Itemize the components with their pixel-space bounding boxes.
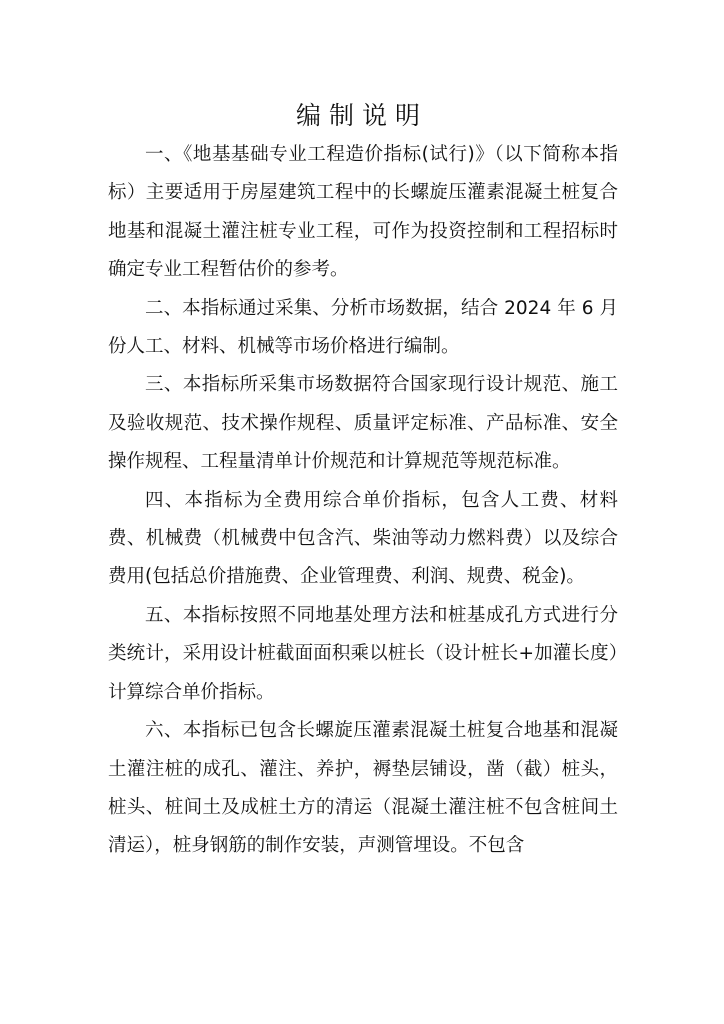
paragraph-4: 四、本指标为全费用综合单价指标，包含人工费、材料费、机械费（机械费中包含汽、柴油等动力燃料费）以及综合费用(包括总价措施费、企业管理费、利润、规费、税金)。 bbox=[108, 489, 618, 588]
paragraph-5: 五、本指标按照不同地基处理方法和桩基成孔方式进行分类统计，采用设计桩截面面积乘以桩长（设计桩长+加灌长度）计算综合单价指标。 bbox=[108, 604, 618, 703]
paragraph-1: 一、《地基基础专业工程造价指标(试行)》（以下简称本指标）主要适用于房屋建筑工程中的长螺旋压灌素混凝土桩复合地基和混凝土灌注桩专业工程，可作为投资控制和工程招标时确定专业工程暂估价的参考。 bbox=[108, 144, 618, 281]
page-title: 编制说明 bbox=[295, 101, 428, 130]
paragraph-6: 六、本指标已包含长螺旋压灌素混凝土桩复合地基和混凝土灌注桩的成孔、灌注、养护，褥垫层铺设，凿（截）桩头，桩头、桩间土及成桩土方的清运（混凝土灌注桩不包含桩间土清运），桩身钢筋的制作安装，声测管埋设。不包含 bbox=[108, 720, 618, 857]
paragraph-3: 三、本指标所采集市场数据符合国家现行设计规范、施工及验收规范、技术操作规程、质量评定标准、产品标准、安全操作规程、工程量清单计价规范和计算规范等规范标准。 bbox=[108, 374, 618, 473]
document-body bbox=[108, 136, 618, 866]
paragraph-2: 二、本指标通过采集、分析市场数据，结合 2024 年 6 月份人工、材料、机械等市场价格进行编制。 bbox=[108, 297, 618, 358]
